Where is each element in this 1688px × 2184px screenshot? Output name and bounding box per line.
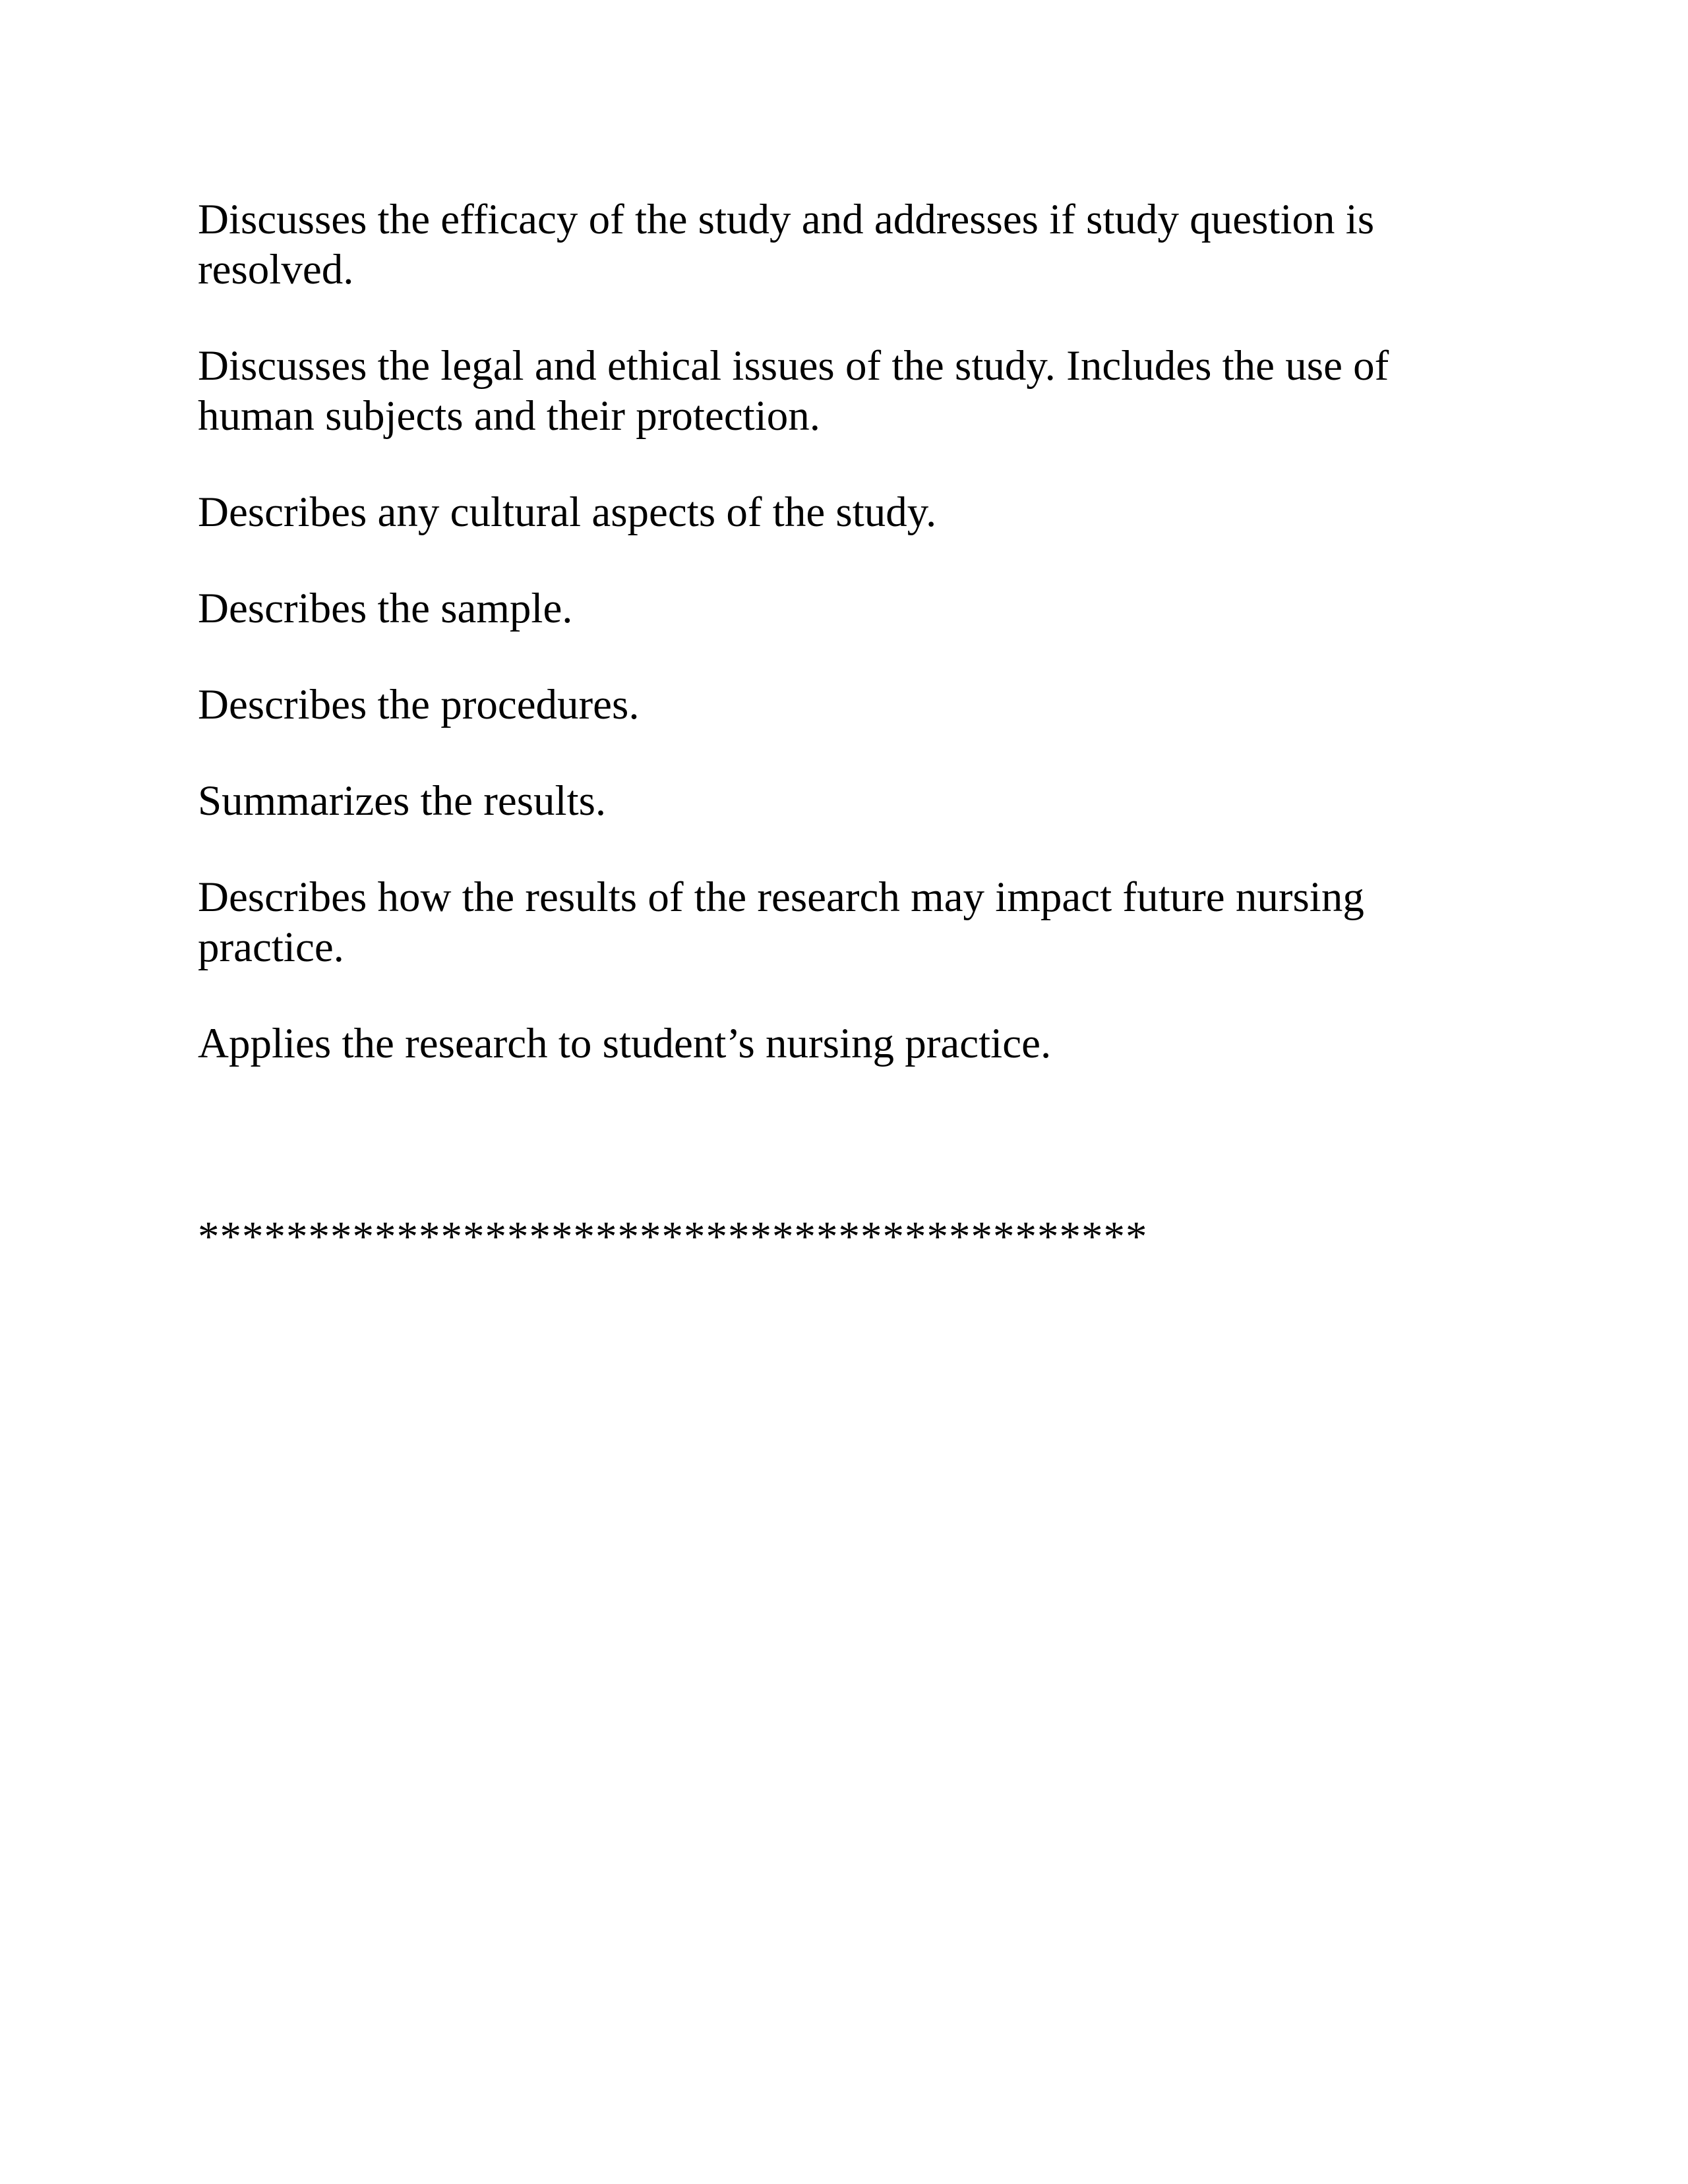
paragraph-efficacy: Discusses the efficacy of the study and addresses if study question is resolved. [198,196,1375,293]
paragraph-cultural: Describes any cultural aspects of the study. [198,488,937,536]
paragraph-sample: Describes the sample. [198,585,573,632]
paragraph-results: Summarizes the results. [198,777,607,825]
paragraph-legal-ethical: Discusses the legal and ethical issues of the study. Includes the use of human subjects and their protection. [198,342,1389,440]
paragraph-procedures: Describes the procedures. [198,681,640,728]
paragraph-future-impact: Describes how the results of the research may impact future nursing practice. [198,873,1364,971]
asterisk-separator: ******************************************* [198,1213,1148,1260]
document-body [198,194,1490,1262]
paragraph-application: Applies the research to student’s nursing practice. [198,1020,1052,1067]
